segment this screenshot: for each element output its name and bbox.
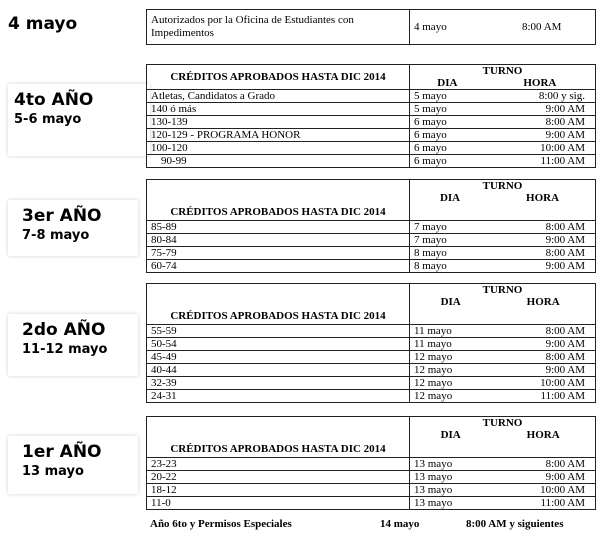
row-dia: 4 mayo [410,10,519,45]
row-dia: 12 mayo [410,364,492,377]
table-row [147,247,596,260]
row-dia: 12 mayo [410,390,492,403]
row-dia: 6 mayo [410,116,485,129]
row-hora: 8:00 AM [485,116,596,129]
header-creditos: CRÉDITOS APROBADOS HASTA DIC 2014 [147,65,410,90]
header-hora: HORA [491,430,595,458]
table-row [147,234,596,247]
row-hora: 8:00 AM [518,10,596,45]
row-label: 32-39 [147,377,410,390]
row-label: 23-23 [147,458,410,471]
header-creditos: CRÉDITOS APROBADOS HASTA DIC 2014 [147,180,410,221]
table-row [147,364,596,377]
row-label: 90-99 [147,155,410,168]
row-hora: 9:00 AM [491,471,595,484]
row-hora: 10:00 AM [485,142,596,155]
section-dates: 7-8 mayo [22,228,90,243]
row-label: 40-44 [147,364,410,377]
table-4-mayo [146,9,596,45]
section-title-3er [8,200,138,256]
row-dia: 5 mayo [410,103,485,116]
header-hora: HORA [490,193,595,221]
section-title-2do [8,314,138,376]
header-dia: DIA [410,430,492,458]
header-dia: DIA [410,193,491,221]
row-label: Autorizados por la Oficina de Estudiantes con Impedimentos [147,10,410,45]
table-row [147,497,596,510]
section-title-1er [8,436,138,494]
row-label: 55-59 [147,325,410,338]
row-label: 18-12 [147,484,410,497]
header-turno: TURNO [410,65,596,78]
section-title: 4 mayo [8,14,78,34]
row-dia: 6 mayo [410,155,485,168]
row-hora: 9:00 AM [491,338,595,351]
table-row [147,377,596,390]
row-dia: 8 mayo [410,247,491,260]
header-creditos: CRÉDITOS APROBADOS HASTA DIC 2014 [147,284,410,325]
row-hora: 8:00 AM [491,351,595,364]
footer-dia: 14 mayo [380,518,420,530]
table-4to [146,64,596,168]
table-1er [146,416,596,510]
table-header-row [147,417,596,430]
section-title: 2do AÑO [22,320,106,340]
table-row [147,338,596,351]
row-hora: 11:00 AM [491,497,595,510]
header-hora: HORA [491,297,595,325]
section-title: 4to AÑO [14,90,94,110]
row-hora: 10:00 AM [491,484,595,497]
section-title-4to [8,84,150,156]
footer-label: Año 6to y Permisos Especiales [150,518,292,530]
table-row [147,484,596,497]
table-row [147,260,596,273]
row-dia: 12 mayo [410,351,492,364]
section-title-4-mayo [8,14,138,34]
row-dia: 12 mayo [410,377,492,390]
row-label: 80-84 [147,234,410,247]
table-row [147,471,596,484]
section-dates: 13 mayo [22,464,84,479]
header-turno: TURNO [410,417,596,430]
table-row [147,129,596,142]
row-dia: 13 mayo [410,458,492,471]
row-label: Atletas, Candidatos a Grado [147,90,410,103]
row-dia: 5 mayo [410,90,485,103]
row-hora: 9:00 AM [491,364,595,377]
row-hora: 8:00 AM [491,458,595,471]
row-label: 120-129 - PROGRAMA HONOR [147,129,410,142]
row-label: 75-79 [147,247,410,260]
table-header-row [147,65,596,78]
table-row [147,458,596,471]
row-hora: 9:00 AM [490,260,595,273]
table-row [147,10,596,45]
table-3er [146,179,596,273]
row-hora: 9:00 AM [485,129,596,142]
table-row [147,325,596,338]
table-header-row [147,284,596,297]
row-label: 140 ó más [147,103,410,116]
row-dia: 11 mayo [410,338,492,351]
row-label: 11-0 [147,497,410,510]
row-label: 60-74 [147,260,410,273]
row-label: 50-54 [147,338,410,351]
row-hora: 9:00 AM [490,234,595,247]
table-row [147,142,596,155]
row-dia: 7 mayo [410,234,491,247]
row-hora: 8:00 AM [491,325,595,338]
row-label: 100-120 [147,142,410,155]
row-dia: 13 mayo [410,484,492,497]
section-title: 1er AÑO [22,442,102,462]
row-hora: 8:00 AM [490,221,595,234]
footer-hora: 8:00 AM y siguientes [466,518,564,530]
row-hora: 8:00 AM [490,247,595,260]
table-row [147,221,596,234]
row-dia: 11 mayo [410,325,492,338]
section-dates: 5-6 mayo [14,112,82,127]
row-label: 20-22 [147,471,410,484]
row-label: 45-49 [147,351,410,364]
table-row [147,90,596,103]
header-dia: DIA [410,297,492,325]
row-label: 130-139 [147,116,410,129]
section-dates: 11-12 mayo [22,342,108,357]
table-row [147,155,596,168]
row-hora: 10:00 AM [491,377,595,390]
header-turno: TURNO [410,284,596,297]
row-dia: 6 mayo [410,142,485,155]
table-row [147,351,596,364]
table-row [147,390,596,403]
row-hora: 9:00 AM [485,103,596,116]
row-label: 85-89 [147,221,410,234]
header-creditos: CRÉDITOS APROBADOS HASTA DIC 2014 [147,417,410,458]
section-title: 3er AÑO [22,206,102,226]
row-label: 24-31 [147,390,410,403]
header-turno: TURNO [410,180,596,193]
row-hora: 8:00 y sig. [485,90,596,103]
row-dia: 7 mayo [410,221,491,234]
header-hora: HORA [485,77,596,90]
row-dia: 6 mayo [410,129,485,142]
table-header-row [147,180,596,193]
header-dia: DIA [410,77,485,90]
table-row [147,116,596,129]
row-dia: 8 mayo [410,260,491,273]
row-hora: 11:00 AM [491,390,595,403]
row-dia: 13 mayo [410,471,492,484]
table-2do [146,283,596,403]
row-hora: 11:00 AM [485,155,596,168]
table-row [147,103,596,116]
row-dia: 13 mayo [410,497,492,510]
